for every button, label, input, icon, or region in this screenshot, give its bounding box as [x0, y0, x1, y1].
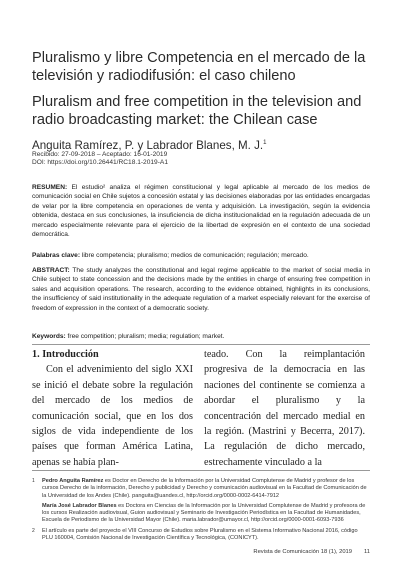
footnote-divider: [32, 470, 370, 471]
title-spanish: Pluralismo y libre Competencia en el mercado de la televisión y radiodifusión: el caso chileno: [32, 50, 366, 84]
title-english: Pluralism and free competition in the television and radio broadcasting market: the Chilean case: [32, 94, 362, 128]
footnote-number: 2: [32, 527, 35, 534]
intro-paragraph-right: teado. Con la reimplantación progresiva de la democracia en las naciones del continente se comienza a abordar el pluralismo y la concentración del mercado medial en la región. (Mastrini y Becerra, 2017). La regulación de dicho mercado, estrechamente vinculado a la: [204, 349, 365, 468]
column-left: [32, 347, 193, 470]
journal-citation: Revista de Comunicación 18 (1), 2019: [253, 549, 352, 555]
footnote-text: Pedro Anguita Ramírez es Doctor en Derecho de la Información por la Universidad Complutense de Madrid y profesor de los cursos Derecho de la información, Derecho y publicidad y Derecho y comunicación audiovisual en la Facultad de Comunicación de la Universidad de los Andes (Chile). panguita@uandes.cl, http://orcid.org/0000-0002-6414-7912: [42, 478, 367, 499]
abstract-label: ABSTRACT:: [32, 267, 70, 274]
article-meta: [32, 151, 168, 168]
received-date: Recibido: 27-09-2018 – Aceptado: 16-01-2019: [32, 151, 168, 158]
column-right: [204, 347, 365, 470]
abstract-text: The study analyzes the constitutional and legal regime applicable to the market of social media in Chile subject to state concession and the decisions made by the entities in charge of ensuring free competition in sales and acquisition operations. The research, according to the evidence obtained, highlights in its conclusions, the insufficiency of said institutionality in the adequate regulation of a market especially relevant for the exercise of freedom of expression in the context of a democratic society.: [32, 267, 370, 312]
page-number: 11: [363, 549, 370, 555]
footnote-number: 1: [32, 478, 35, 484]
footnote-text: María José Labrador Blanes es Doctora en Ciencias de la Información por la Universidad Complutense de Madrid y profesora de los cursos Realización audiovisual, Guion audiovisual y Seminario de Investigación Periodística en la Facultad de Humanidades, Escuela de Periodismo de la Universidad Mayor (Chile). maria.labrador@umayor.cl, http://orcid.org/0000-0001-6093-7936: [42, 502, 366, 524]
intro-paragraph-left: Con el advenimiento del siglo XXI se inició el debate sobre la regulación del mercado de los medios de comunicación social, que en los dos siglos de vida independiente de los países que forman América Latina, apenas se había plan-: [32, 364, 193, 468]
footnote: [32, 478, 370, 500]
keywords-label: Keywords:: [32, 333, 66, 340]
footnote-author: María José Labrador Blanes: [42, 502, 117, 509]
palabras-text: libre competencia; pluralismo; medios de comunicación; regulación; mercado.: [80, 252, 309, 259]
authors-names: Anguita Ramírez, P. y Labrador Blanes, M. J.: [32, 139, 264, 152]
resumen-text: El estudio² analiza el régimen constitucional y legal aplicable al mercado de los medios de comunicación social en Chile sujetos a concesión estatal y las decisiones elaboradas por las entidades encargadas de velar por la libre competencia en operaciones de venta y adquisición. La investigación, según la evidencia obtenida, destaca en sus conclusiones, la insuficiencia de dicha institucionalidad en la regulación adecuada de un mercado especialmente relevante para el ejercicio de la libertad de expresión en el contexto de una sociedad democrática.: [32, 184, 370, 239]
palabras-label: Palabras clave:: [32, 252, 81, 259]
footnote: [32, 528, 370, 543]
keywords-text: free competition; pluralism; media; regulation; market.: [65, 333, 225, 340]
footnote-text: El artículo es parte del proyecto el VIII Concurso de Estudios sobre Pluralismo en el Sistema Informativo Nacional 2016, código PLU 160004, Comisión Nacional de Investigación Científica y Tecnológica, (CONICYT).: [42, 527, 358, 542]
resumen: [32, 183, 370, 239]
palabras-clave: [32, 251, 370, 260]
doi: DOI: https://doi.org/10.26441/RC18.1-2019-A1: [32, 159, 168, 167]
authors-footnote-mark: 1: [263, 140, 267, 147]
section-divider: [32, 344, 370, 345]
footnote: [32, 503, 370, 525]
keywords: [32, 332, 370, 341]
abstract: [32, 266, 370, 313]
footnotes: [32, 478, 370, 545]
footnote-author: Pedro Anguita Ramírez: [42, 478, 104, 484]
resumen-label: RESUMEN:: [32, 184, 68, 191]
section-heading: 1. Introducción: [32, 349, 99, 360]
